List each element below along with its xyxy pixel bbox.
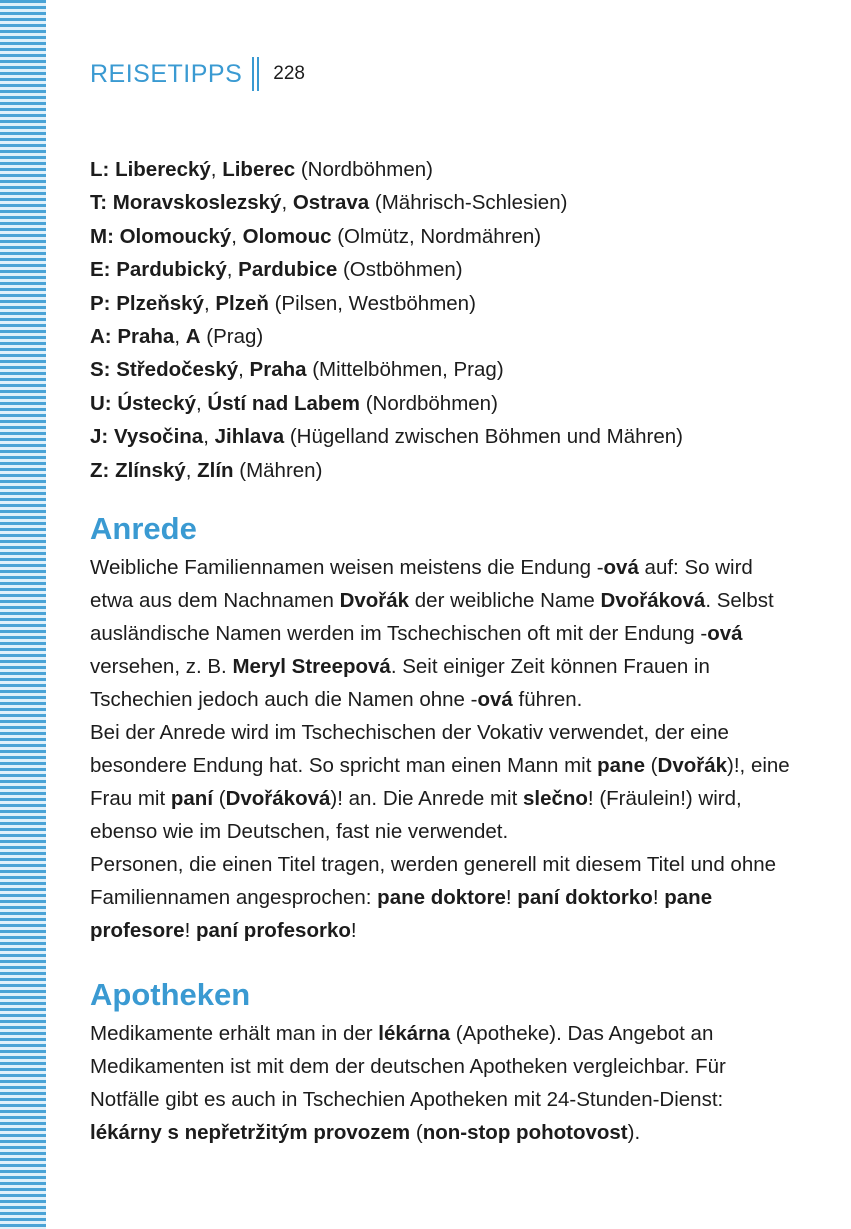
region-item: E: Pardubický, Pardubice (Ostböhmen) xyxy=(90,258,463,282)
anrede-paragraph-1: Weibliche Familiennamen weisen meistens die Endung -ová auf: So wird etwa aus dem Nachnamen Dvořák der weibliche Name Dvořáková. Selbst ausländische Namen werden im Tschechischen oft mit der Endung -ová versehen, z. B. Meryl Streepová. Seit einiger Zeit können Frauen in Tschechien jedoch auch die Namen ohne -ová führen. xyxy=(90,556,774,712)
anrede-paragraph-2: Bei der Anrede wird im Tschechischen der Vokativ verwendet, der eine besondere Endung hat. So spricht man einen Mann mit pane (Dvořák)!, eine Frau mit paní (Dvořáková)! an. Die Anrede mit slečno! (Fräulein!) wird, ebenso wie im Deutschen, fast nie verwendet. xyxy=(90,721,790,844)
section-label: REISETIPPS xyxy=(90,59,243,88)
section-heading-anrede: Anrede xyxy=(90,511,197,547)
page-number: 228 xyxy=(273,63,305,84)
region-item: Z: Zlínský, Zlín (Mähren) xyxy=(90,458,323,482)
region-item: J: Vysočina, Jihlava (Hügelland zwischen Böhmen und Mähren) xyxy=(90,425,683,449)
region-item: U: Ústecký, Ústí nad Labem (Nordböhmen) xyxy=(90,391,498,415)
region-item: T: Moravskoslezský, Ostrava (Mährisch-Schlesien) xyxy=(90,191,568,215)
apotheken-paragraph-1: Medikamente erhält man in der lékárna (Apotheke). Das Angebot an Medikamenten ist mit dem der deutschen Apotheken vergleichbar. Für Notfälle gibt es auch in Tschechien Apotheken mit 24-Stunden-Dienst: lékárny s nepřetržitým provozem (non-stop pohotovost). xyxy=(90,1022,726,1145)
anrede-paragraph-3: Personen, die einen Titel tragen, werden generell mit diesem Titel und ohne Familiennamen angesprochen: pane doktore! paní doktorko! pane profesore! paní profesorko! xyxy=(90,853,777,943)
page-header xyxy=(90,56,305,92)
region-item: M: Olomoucký, Olomouc (Olmütz, Nordmähren) xyxy=(90,224,542,248)
section-heading-apotheken: Apotheken xyxy=(90,977,251,1013)
region-item: L: Liberecký, Liberec (Nordböhmen) xyxy=(90,158,433,181)
header-divider xyxy=(252,57,254,91)
region-item: A: Praha, A (Prag) xyxy=(90,325,264,349)
region-item: S: Středočeský, Praha (Mittelböhmen, Prag) xyxy=(90,358,504,382)
region-item: P: Plzeňský, Plzeň (Pilsen, Westböhmen) xyxy=(90,291,476,315)
region-list xyxy=(90,153,790,487)
page-content xyxy=(90,153,790,1149)
side-stripe-decoration xyxy=(0,0,46,1229)
